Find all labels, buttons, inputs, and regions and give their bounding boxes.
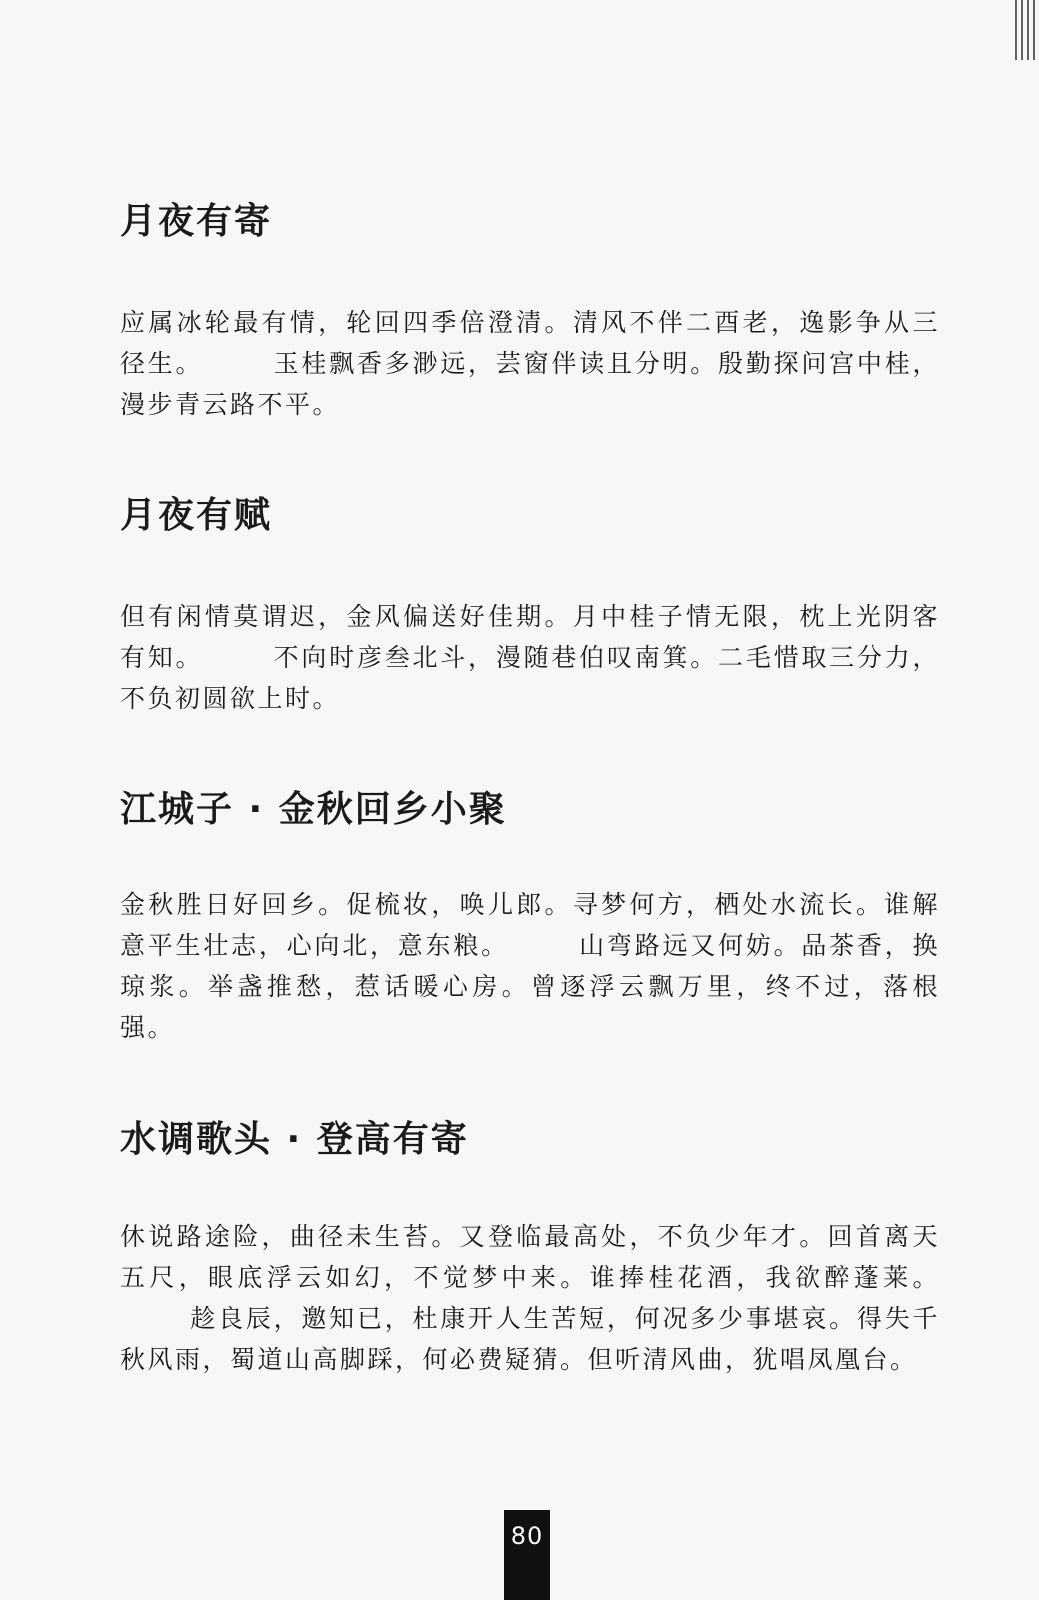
poem-stanza: 趁良辰，邀知已，杜康开人生苦短，何况多少事堪哀。得失千秋风雨，蜀道山高脚踩，何必费疑猜。但听清风曲，犹唱凤凰台。 (120, 1304, 940, 1374)
poem-stanza: 玉桂飘香多渺远，芸窗伴读且分明。殷勤探问宫中桂，漫步青云路不平。 (120, 349, 940, 419)
poem-body (120, 302, 940, 425)
poem-title: 江城子 · 金秋回乡小聚 (120, 789, 507, 830)
poem-stanza: 休说路途险，曲径未生苔。又登临最高处，不负少年才。回首离天五尺，眼底浮云如幻，不觉梦中来。谁捧桂花酒，我欲醉蓬莱。 (120, 1222, 940, 1292)
poem-stanza: 山弯路远又何妨。品茶香，换琼浆。举盏推愁，惹话暖心房。曾逐浮云飘万里，终不过，落根强。 (120, 931, 940, 1042)
poem-stanza: 但有闲情莫谓迟，金风偏送好佳期。月中桂子情无限，枕上光阴客有知。 (120, 602, 940, 672)
poem-body (120, 1216, 940, 1380)
poem-body (120, 884, 940, 1048)
poem-block (120, 200, 940, 425)
poem-title: 水调歌头 · 登高有寄 (120, 1119, 469, 1160)
poem-title: 月夜有赋 (120, 495, 273, 536)
poem-block (120, 788, 940, 1048)
poem-body (120, 596, 940, 719)
page-edge-marks (1015, 0, 1039, 60)
poem-stanza: 不向时彦叁北斗，漫随巷伯叹南箕。二毛惜取三分力，不负初圆欲上时。 (120, 643, 940, 713)
poem-stanza: 应属冰轮最有情，轮回四季倍澄清。清风不伴二酉老，逸影争从三径生。 (120, 308, 940, 378)
poem-block (120, 1118, 940, 1380)
poem-title: 月夜有寄 (120, 201, 273, 242)
poem-stanza: 金秋胜日好回乡。促梳妆，唤儿郎。寻梦何方，栖处水流长。谁解意平生壮志，心向北，意东粮。 (120, 890, 940, 960)
poem-block (120, 494, 940, 719)
page-number: 80 (504, 1510, 550, 1600)
